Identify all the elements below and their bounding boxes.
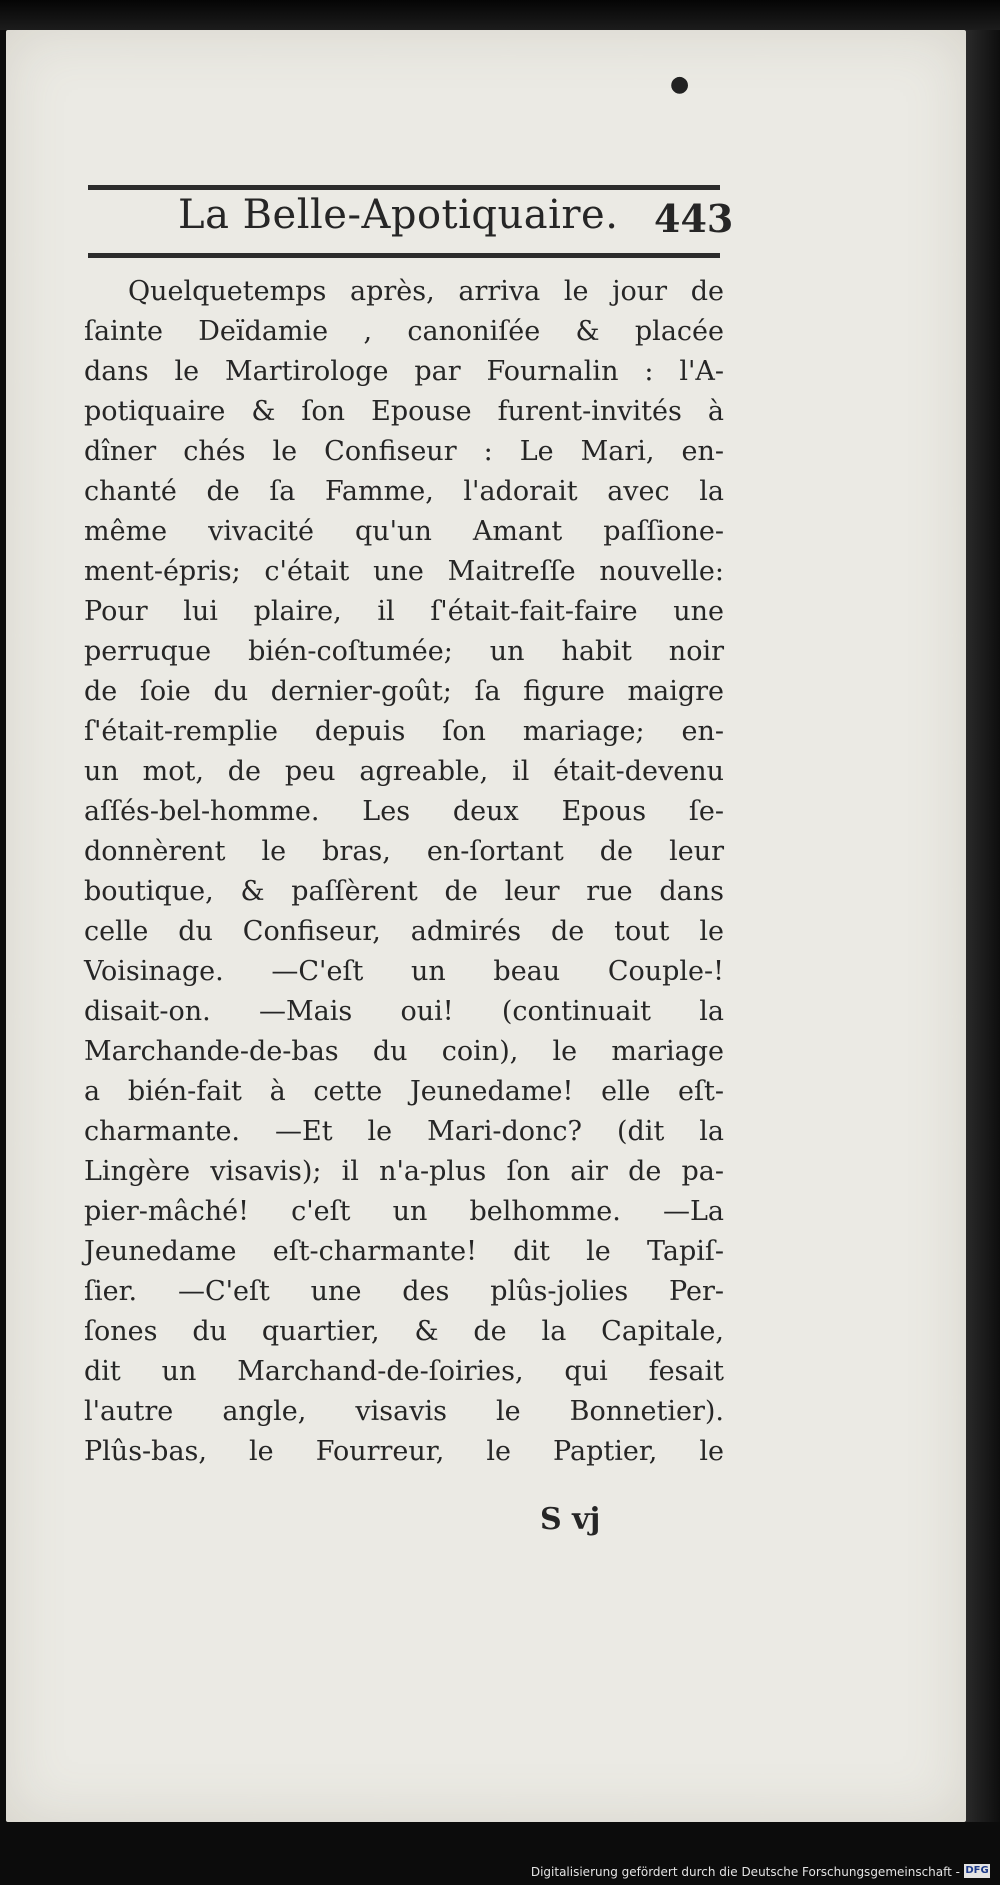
text-line: ſones du quartier, & de la Capitale, bbox=[84, 1316, 724, 1347]
text-line: Marchande-de-bas du coin), le mariage bbox=[84, 1036, 724, 1067]
footer-credit: Digitalisierung gefördert durch die Deutsche Forschungsgemeinschaft - bbox=[530, 1865, 960, 1879]
body-text bbox=[84, 272, 724, 1472]
text-line: de ſoie du dernier-goût; ſa figure maigre bbox=[84, 676, 724, 707]
text-line: Jeunedame eſt-charmante! dit le Tapiſ- bbox=[84, 1236, 724, 1267]
text-line: disait-on. —Mais oui! (continuait la bbox=[84, 996, 724, 1027]
header-rule-top bbox=[88, 185, 720, 190]
running-title: La Belle-Apotiquaire. bbox=[178, 192, 619, 238]
dfg-logo-icon: DFG bbox=[965, 1865, 989, 1876]
text-line: même vivacité qu'un Amant paſſione- bbox=[84, 516, 724, 547]
text-line: aſſés-bel-homme. Les deux Epous ſe- bbox=[84, 796, 724, 827]
text-line: boutique, & paſſèrent de leur rue dans bbox=[84, 876, 724, 907]
text-line: ment-épris; c'était une Maitreſſe nouvelle: bbox=[84, 556, 724, 587]
text-line: dans le Martirologe par Fournalin : l'A- bbox=[84, 356, 724, 387]
header-rule-bottom bbox=[88, 253, 720, 258]
text-line: ſier. —C'eſt une des plûs-jolies Per- bbox=[84, 1276, 724, 1307]
scan-right-edge bbox=[966, 30, 1000, 1822]
text-line: donnèrent le bras, en-ſortant de leur bbox=[84, 836, 724, 867]
text-line: l'autre angle, visavis le Bonnetier). bbox=[84, 1396, 724, 1427]
text-line: potiquaire & ſon Epouse furent-invités à bbox=[84, 396, 724, 427]
text-line: ſainte Deïdamie , canoniſée & placée bbox=[84, 316, 724, 347]
scan-top-edge bbox=[0, 0, 1000, 30]
text-line: Pour lui plaire, il ſ'était-fait-faire une bbox=[84, 596, 724, 627]
text-line: pier-mâché! c'eſt un belhomme. —La bbox=[84, 1196, 724, 1227]
text-line: dit un Marchand-de-ſoiries, qui fesait bbox=[84, 1356, 724, 1387]
ink-mark-icon: ● bbox=[670, 72, 690, 97]
page-number: 443 bbox=[654, 196, 734, 241]
text-line: ſ'était-remplie depuis ſon mariage; en- bbox=[84, 716, 724, 747]
signature-mark: S vj bbox=[540, 1502, 601, 1537]
text-line: Lingère visavis); il n'a-plus ſon air de pa- bbox=[84, 1156, 724, 1187]
text-line: Quelquetemps après, arriva le jour de bbox=[128, 276, 724, 307]
text-line: perruque bién-coſtumée; un habit noir bbox=[84, 636, 724, 667]
text-line: un mot, de peu agreable, il était-devenu bbox=[84, 756, 724, 787]
text-line: celle du Confiseur, admirés de tout le bbox=[84, 916, 724, 947]
text-line: chanté de ſa Famme, l'adorait avec la bbox=[84, 476, 724, 507]
text-line: Voisinage. —C'eſt un beau Couple-! bbox=[84, 956, 724, 987]
text-line: a bién-fait à cette Jeunedame! elle eſt- bbox=[84, 1076, 724, 1107]
text-line: dîner chés le Confiseur : Le Mari, en- bbox=[84, 436, 724, 467]
text-line: Plûs-bas, le Fourreur, le Paptier, le bbox=[84, 1436, 724, 1467]
text-line: charmante. —Et le Mari-donc? (dit la bbox=[84, 1116, 724, 1147]
